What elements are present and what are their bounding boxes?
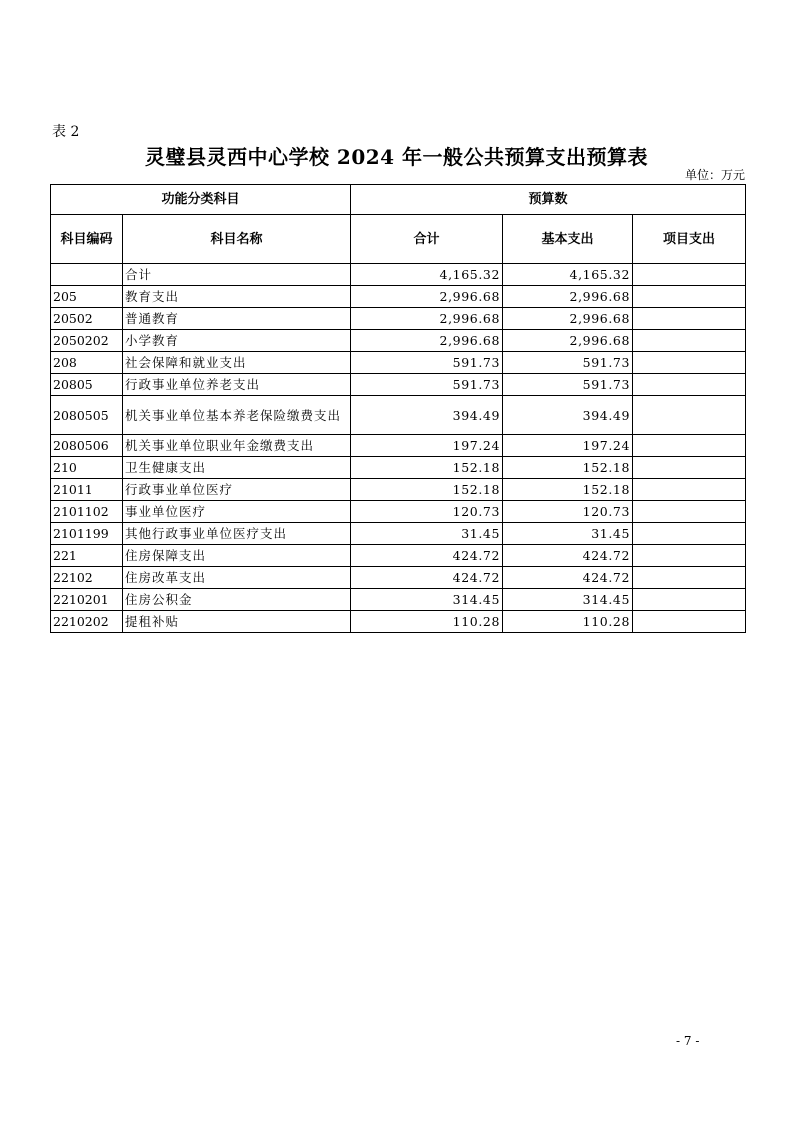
cell-code: 205 [51, 286, 123, 308]
cell-total: 120.73 [351, 501, 503, 523]
cell-total: 152.18 [351, 479, 503, 501]
cell-project [633, 435, 746, 457]
cell-code: 2210201 [51, 589, 123, 611]
cell-name: 其他行政事业单位医疗支出 [123, 523, 351, 545]
table-row [51, 352, 746, 374]
cell-project [633, 330, 746, 352]
table-row [51, 374, 746, 396]
budget-table [50, 184, 746, 633]
table-label: 表 2 [52, 124, 80, 140]
cell-basic: 394.49 [503, 396, 633, 435]
cell-name: 教育支出 [123, 286, 351, 308]
cell-name: 社会保障和就业支出 [123, 352, 351, 374]
header-function-class: 功能分类科目 [51, 185, 351, 215]
cell-basic: 424.72 [503, 545, 633, 567]
cell-project [633, 352, 746, 374]
cell-total: 2,996.68 [351, 286, 503, 308]
cell-total: 314.45 [351, 589, 503, 611]
table-row [51, 457, 746, 479]
cell-name: 合计 [123, 264, 351, 286]
cell-basic: 4,165.32 [503, 264, 633, 286]
header-budget-count: 预算数 [351, 185, 746, 215]
table-row [51, 479, 746, 501]
cell-code [51, 264, 123, 286]
table-row [51, 611, 746, 633]
cell-total: 4,165.32 [351, 264, 503, 286]
unit-label: 单位：万元 [684, 168, 745, 182]
cell-name: 行政事业单位医疗 [123, 479, 351, 501]
cell-project [633, 264, 746, 286]
cell-project [633, 545, 746, 567]
cell-total: 591.73 [351, 352, 503, 374]
cell-project [633, 567, 746, 589]
table-row [51, 523, 746, 545]
page-title: 灵璧县灵西中心学校 2024 年一般公共预算支出预算表 [144, 145, 649, 169]
cell-total: 110.28 [351, 611, 503, 633]
cell-total: 152.18 [351, 457, 503, 479]
cell-basic: 591.73 [503, 352, 633, 374]
cell-project [633, 396, 746, 435]
cell-code: 2080505 [51, 396, 123, 435]
table-row [51, 396, 746, 435]
cell-total: 394.49 [351, 396, 503, 435]
table-row [51, 286, 746, 308]
cell-total: 424.72 [351, 545, 503, 567]
cell-code: 2210202 [51, 611, 123, 633]
cell-basic: 591.73 [503, 374, 633, 396]
table-row [51, 589, 746, 611]
cell-code: 2101199 [51, 523, 123, 545]
cell-project [633, 286, 746, 308]
cell-project [633, 374, 746, 396]
cell-code: 2080506 [51, 435, 123, 457]
table-row [51, 264, 746, 286]
cell-name: 机关事业单位基本养老保险缴费支出 [123, 396, 351, 435]
cell-name: 住房公积金 [123, 589, 351, 611]
cell-code: 20502 [51, 308, 123, 330]
cell-code: 22102 [51, 567, 123, 589]
table-row [51, 545, 746, 567]
cell-basic: 152.18 [503, 479, 633, 501]
table-row [51, 501, 746, 523]
cell-project [633, 589, 746, 611]
cell-total: 31.45 [351, 523, 503, 545]
cell-name: 行政事业单位养老支出 [123, 374, 351, 396]
cell-code: 208 [51, 352, 123, 374]
cell-code: 21011 [51, 479, 123, 501]
cell-basic: 314.45 [503, 589, 633, 611]
cell-name: 卫生健康支出 [123, 457, 351, 479]
cell-basic: 424.72 [503, 567, 633, 589]
header-total: 合计 [351, 215, 503, 264]
table-row [51, 330, 746, 352]
cell-basic: 120.73 [503, 501, 633, 523]
cell-name: 住房保障支出 [123, 545, 351, 567]
cell-total: 2,996.68 [351, 308, 503, 330]
cell-basic: 2,996.68 [503, 286, 633, 308]
cell-total: 2,996.68 [351, 330, 503, 352]
header-basic: 基本支出 [503, 215, 633, 264]
table-row [51, 435, 746, 457]
column-header-row [51, 215, 746, 264]
cell-total: 197.24 [351, 435, 503, 457]
cell-basic: 152.18 [503, 457, 633, 479]
cell-code: 2050202 [51, 330, 123, 352]
cell-name: 机关事业单位职业年金缴费支出 [123, 435, 351, 457]
cell-name: 普通教育 [123, 308, 351, 330]
cell-total: 424.72 [351, 567, 503, 589]
cell-name: 提租补贴 [123, 611, 351, 633]
cell-project [633, 308, 746, 330]
cell-name: 住房改革支出 [123, 567, 351, 589]
cell-project [633, 501, 746, 523]
header-name: 科目名称 [123, 215, 351, 264]
cell-code: 221 [51, 545, 123, 567]
cell-code: 2101102 [51, 501, 123, 523]
cell-basic: 2,996.68 [503, 330, 633, 352]
cell-basic: 110.28 [503, 611, 633, 633]
cell-project [633, 611, 746, 633]
header-code: 科目编码 [51, 215, 123, 264]
group-header-row [51, 185, 746, 215]
cell-project [633, 479, 746, 501]
cell-name: 事业单位医疗 [123, 501, 351, 523]
cell-name: 小学教育 [123, 330, 351, 352]
cell-code: 20805 [51, 374, 123, 396]
table-row [51, 567, 746, 589]
cell-project [633, 523, 746, 545]
cell-project [633, 457, 746, 479]
cell-basic: 197.24 [503, 435, 633, 457]
cell-code: 210 [51, 457, 123, 479]
header-project: 项目支出 [633, 215, 746, 264]
cell-total: 591.73 [351, 374, 503, 396]
cell-basic: 31.45 [503, 523, 633, 545]
table-row [51, 308, 746, 330]
cell-basic: 2,996.68 [503, 308, 633, 330]
page-number: - 7 - [676, 1034, 700, 1048]
